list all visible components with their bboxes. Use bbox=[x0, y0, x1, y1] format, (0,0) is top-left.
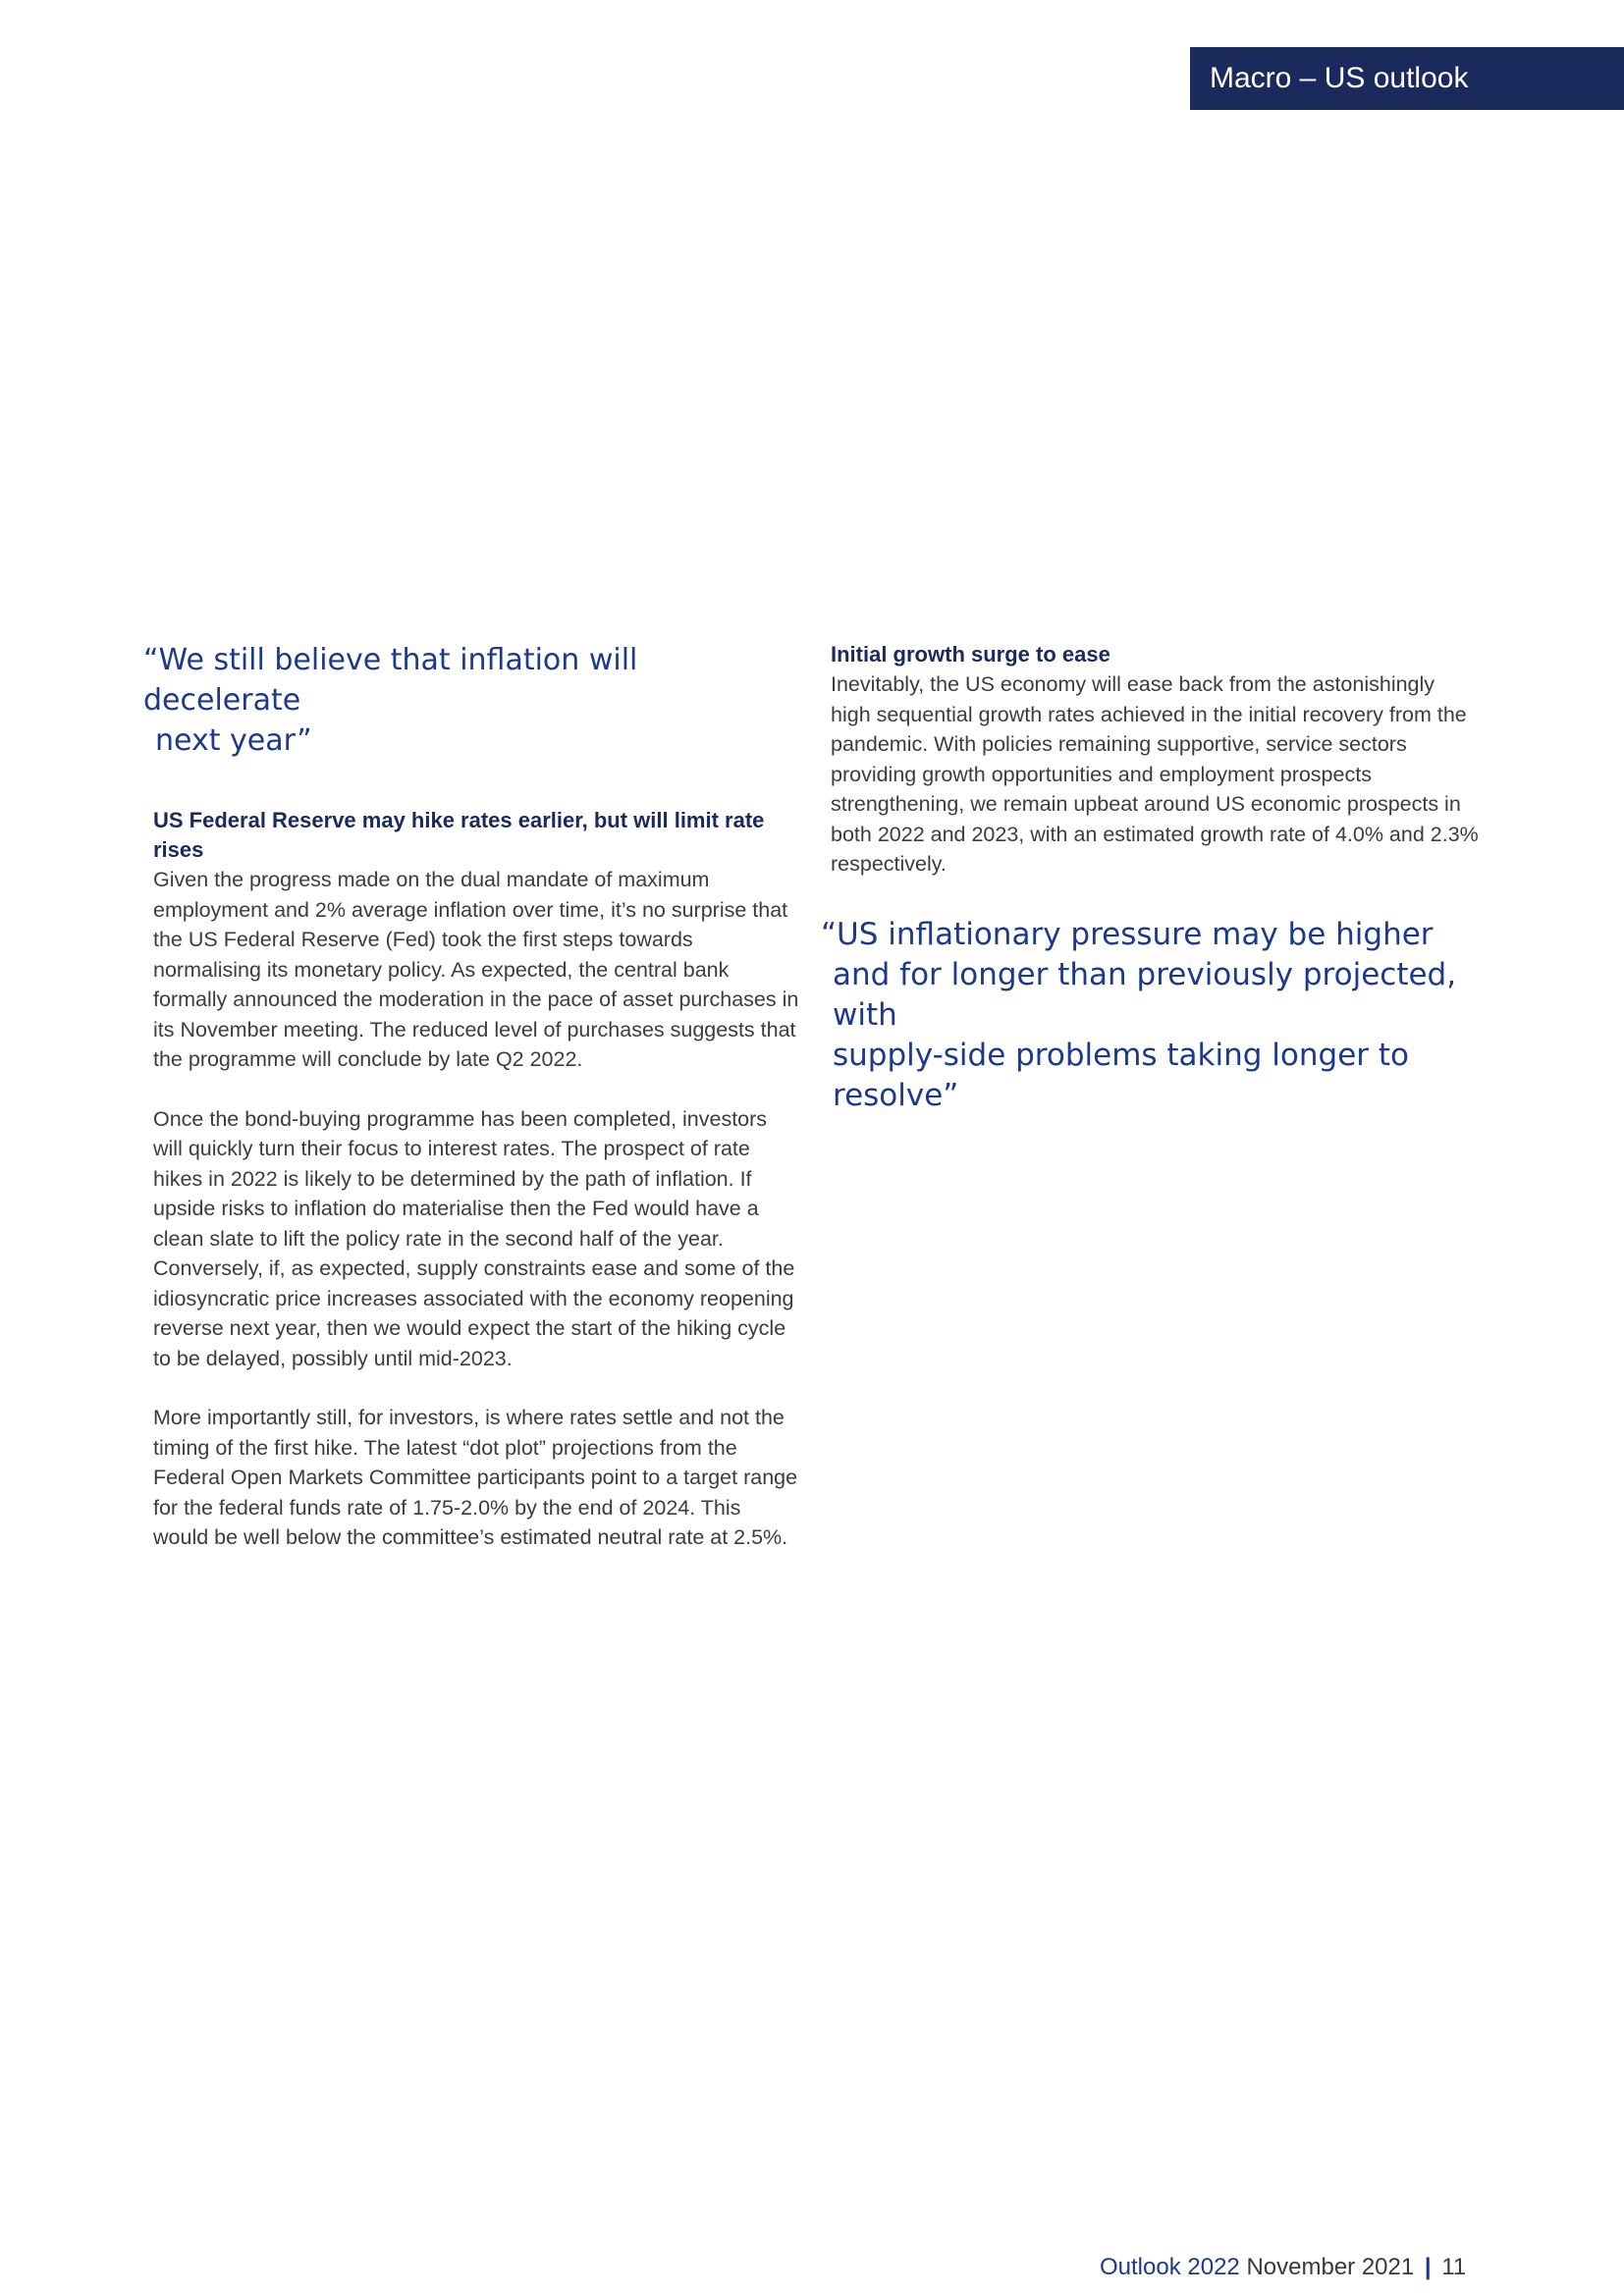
pull-quote-line: “We still believe that inflation will decelerate bbox=[143, 643, 638, 718]
right-column bbox=[821, 640, 1479, 1116]
publication-date: November 2021 bbox=[1246, 2254, 1415, 2280]
pull-quote-line: supply-side problems taking longer to resolve” bbox=[833, 1037, 1409, 1113]
left-column bbox=[143, 640, 801, 1553]
body-paragraph: Once the bond-buying programme has been completed, investors will quickly turn their focus to interest rates. The prospect of rate hikes in 2022 is likely to be determined by the path of inflation. If upside risks to inflation do materialise then the Fed would have a clean slate to lift the policy rate in the second half of the year. Conversely, if, as expected, supply constraints ease and some of the idiosyncratic price increases associated with the economy reopening reverse next year, then we would expect the start of the hiking cycle to be delayed, possibly until mid-2023. bbox=[153, 1106, 795, 1370]
page-number: 11 bbox=[1441, 2254, 1467, 2280]
body-paragraph: More importantly still, for investors, is where rates settle and not the timing of the first hike. The latest “dot plot” projections from the Federal Open Markets Committee participants point to a target range for the federal funds rate of 1.75-2.0% by the end of 2024. This would be well below the committee’s estimated neutral rate at 2.5%. bbox=[153, 1406, 798, 1549]
footer-separator: | bbox=[1424, 2254, 1432, 2280]
pull-quote-line: “US inflationary pressure may be higher bbox=[821, 916, 1434, 952]
pull-quote-line: and for longer than previously projected, with bbox=[833, 956, 1457, 1033]
publication-title: Outlook 2022 bbox=[1100, 2254, 1240, 2280]
fed-rates-subheading: US Federal Reserve may hike rates earlier, but will limit rate rises bbox=[153, 808, 765, 862]
pull-quote-inflationary-pressure bbox=[821, 915, 1508, 1116]
body-paragraph: Inevitably, the US economy will ease back from the astonishingly high sequential growth rates achieved in the initial recovery from the pandemic. With policies remaining supportive, service sectors providing growth opportunities and employment prospects strengthening, we remain upbeat around US economic prospects in both 2022 and 2023, with an estimated growth rate of 4.0% and 2.3% respectively. bbox=[831, 672, 1479, 876]
page-footer bbox=[1100, 2254, 1466, 2281]
pull-quote-inflation bbox=[143, 640, 772, 761]
body-paragraph: Given the progress made on the dual mandate of maximum employment and 2% average inflation over time, it’s no surprise that the US Federal Reserve (Fed) took the first steps towards normalising its monetary policy. As expected, the central bank formally announced the moderation in the pace of asset purchases in its November meeting. The reduced level of purchases suggests that the programme will conclude by late Q2 2022. bbox=[153, 868, 799, 1071]
pull-quote-line: next year” bbox=[155, 723, 312, 758]
section-label: Macro – US outlook bbox=[1190, 47, 1624, 110]
growth-subheading: Initial growth surge to ease bbox=[831, 642, 1110, 667]
